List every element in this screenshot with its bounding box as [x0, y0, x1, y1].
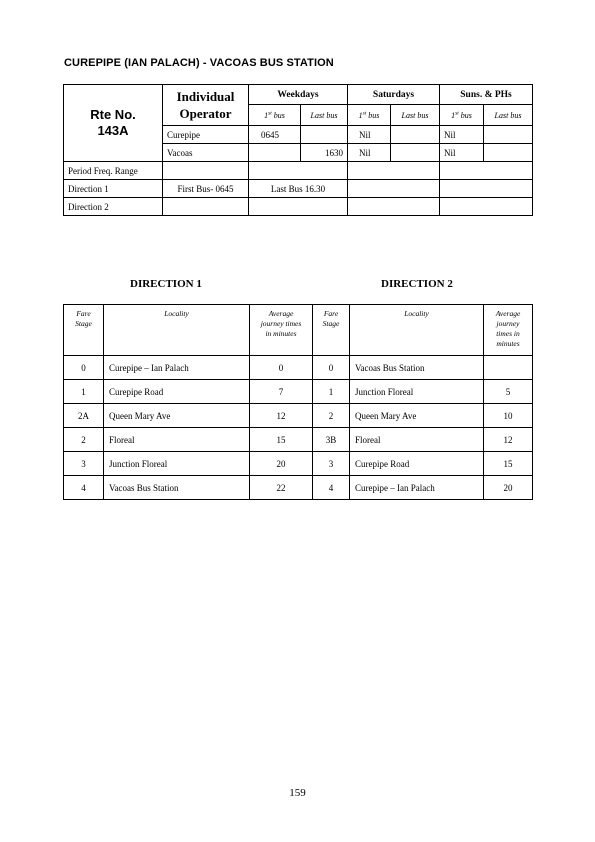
- route-number: 143A: [97, 123, 129, 138]
- table-row: [64, 476, 533, 500]
- d2-locality: Curepipe Road: [350, 452, 484, 476]
- table-row: [64, 428, 533, 452]
- fare-stage-header-d1: Fare Stage: [64, 305, 104, 356]
- d2-fare-stage: 3B: [313, 428, 350, 452]
- saturday-last-bus: [391, 144, 440, 162]
- d2-fare-stage: 1: [313, 380, 350, 404]
- d1-locality: Curepipe – Ian Palach: [104, 356, 250, 380]
- weekdays-first-bus-header: 1st bus: [249, 105, 301, 126]
- d1-fare-stage: 1: [64, 380, 104, 404]
- table-row: [64, 380, 533, 404]
- direction1-label: Direction 1: [64, 180, 163, 198]
- d2-locality: Queen Mary Ave: [350, 404, 484, 428]
- weekday-last-bus: 1630: [301, 144, 348, 162]
- weekdays-last-bus-header: Last bus: [301, 105, 348, 126]
- fare-stage-header-d2: Fare Stage: [313, 305, 350, 356]
- d1-journey-time: 12: [250, 404, 313, 428]
- weekday-first-bus: [249, 144, 301, 162]
- d2-journey-time: 5: [484, 380, 533, 404]
- timetable-summary: [63, 84, 533, 216]
- saturdays-header: Saturdays: [348, 85, 440, 105]
- table-row: [64, 162, 533, 180]
- d1-journey-time: 0: [250, 356, 313, 380]
- weekday-first-bus: 0645: [249, 126, 301, 144]
- sundays-last-bus-header: Last bus: [484, 105, 533, 126]
- route-number-cell: [64, 85, 163, 162]
- direction1-last-bus: Last Bus 16.30: [249, 180, 348, 198]
- d1-fare-stage: 3: [64, 452, 104, 476]
- d2-fare-stage: 3: [313, 452, 350, 476]
- period-freq-label: Period Freq. Range: [64, 162, 163, 180]
- avg-time-header-d1: Average journey times in minutes: [250, 305, 313, 356]
- locality-header-d1: Locality: [104, 305, 250, 356]
- d1-journey-time: 7: [250, 380, 313, 404]
- sunday-last-bus: [484, 144, 533, 162]
- saturday-first-bus: Nil: [348, 126, 391, 144]
- d2-fare-stage: 0: [313, 356, 350, 380]
- d1-locality: Floreal: [104, 428, 250, 452]
- direction2-label: Direction 2: [64, 198, 163, 216]
- d1-journey-time: 22: [250, 476, 313, 500]
- d2-journey-time: 20: [484, 476, 533, 500]
- fare-stage-table: [63, 304, 533, 500]
- operator-label-line2: Operator: [179, 106, 232, 121]
- sundays-header: Suns. & PHs: [440, 85, 533, 105]
- d2-locality: Junction Floreal: [350, 380, 484, 404]
- page-number: 159: [289, 787, 306, 799]
- d2-locality: Floreal: [350, 428, 484, 452]
- sundays-first-bus-header: 1st bus: [440, 105, 484, 126]
- d1-locality: Junction Floreal: [104, 452, 250, 476]
- d1-fare-stage: 4: [64, 476, 104, 500]
- d2-journey-time: 15: [484, 452, 533, 476]
- d1-journey-time: 20: [250, 452, 313, 476]
- operator-label-line1: Individual: [176, 89, 235, 104]
- sunday-last-bus: [484, 126, 533, 144]
- terminus-curepipe: Curepipe: [163, 126, 249, 144]
- table-row: [64, 180, 533, 198]
- sunday-first-bus: Nil: [440, 126, 484, 144]
- table-row: [64, 356, 533, 380]
- weekdays-header: Weekdays: [249, 85, 348, 105]
- d2-journey-time: [484, 356, 533, 380]
- saturday-first-bus: Nil: [348, 144, 391, 162]
- d2-fare-stage: 4: [313, 476, 350, 500]
- direction1-first-bus: First Bus- 0645: [163, 180, 249, 198]
- saturdays-last-bus-header: Last bus: [391, 105, 440, 126]
- d1-fare-stage: 2: [64, 428, 104, 452]
- sunday-first-bus: Nil: [440, 144, 484, 162]
- operator-header: [163, 85, 249, 126]
- weekday-last-bus: [301, 126, 348, 144]
- table-row: [64, 452, 533, 476]
- direction2-heading: DIRECTION 2: [381, 278, 453, 290]
- d1-fare-stage: 0: [64, 356, 104, 380]
- d2-journey-time: 12: [484, 428, 533, 452]
- d2-locality: Curepipe – Ian Palach: [350, 476, 484, 500]
- table-row: [64, 198, 533, 216]
- d2-journey-time: 10: [484, 404, 533, 428]
- d1-journey-time: 15: [250, 428, 313, 452]
- d1-locality: Vacoas Bus Station: [104, 476, 250, 500]
- d2-fare-stage: 2: [313, 404, 350, 428]
- saturdays-first-bus-header: 1st bus: [348, 105, 391, 126]
- table-row: [64, 404, 533, 428]
- direction1-heading: DIRECTION 1: [130, 278, 202, 290]
- saturday-last-bus: [391, 126, 440, 144]
- d1-fare-stage: 2A: [64, 404, 104, 428]
- terminus-vacoas: Vacoas: [163, 144, 249, 162]
- page-title: CUREPIPE (IAN PALACH) - VACOAS BUS STATION: [64, 57, 334, 69]
- route-label: Rte No.: [90, 107, 136, 122]
- d2-locality: Vacoas Bus Station: [350, 356, 484, 380]
- avg-time-header-d2: Average journey times in minutes: [484, 305, 533, 356]
- d1-locality: Queen Mary Ave: [104, 404, 250, 428]
- locality-header-d2: Locality: [350, 305, 484, 356]
- d1-locality: Curepipe Road: [104, 380, 250, 404]
